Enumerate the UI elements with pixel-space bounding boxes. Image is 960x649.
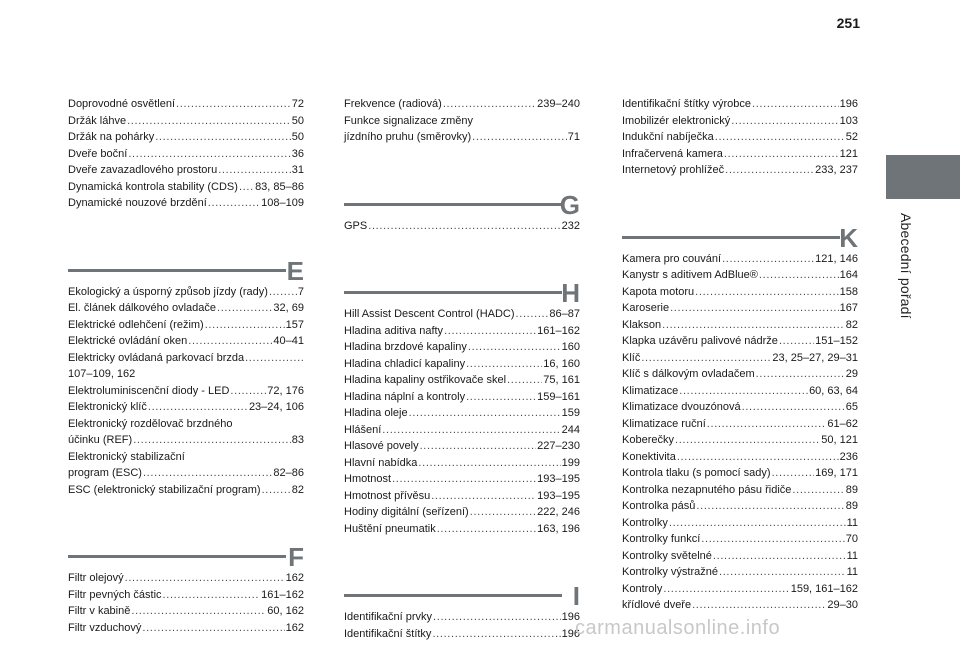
index-entry: [68, 162, 304, 179]
index-entry: [344, 96, 580, 113]
index-entry: [344, 218, 580, 235]
index-entry-pages: 40–41: [273, 335, 304, 347]
index-entry-pages: 82: [845, 318, 858, 331]
index-entry-pages: 50: [291, 114, 304, 127]
index-entry: [68, 284, 304, 301]
dot-leader: [188, 333, 272, 350]
index-entry-name: Držák láhve: [68, 114, 127, 127]
section-divider: [622, 236, 840, 239]
index-entry-name: Hladina aditiva nafty: [344, 324, 444, 337]
index-entry-pages: 82: [291, 483, 304, 496]
dot-leader: [779, 333, 814, 350]
index-entry: [344, 389, 580, 406]
dot-leader: [507, 372, 542, 389]
dot-leader: [155, 129, 291, 146]
index-entry-name: Kanystr s aditivem AdBlue®: [622, 269, 758, 281]
index-entry: [622, 432, 858, 449]
index-entry-pages: 158: [839, 285, 858, 298]
dot-leader: [127, 113, 291, 130]
index-entry: [344, 323, 580, 340]
index-entry: [622, 251, 858, 268]
index-entry-pages: 167: [839, 302, 858, 314]
dot-leader: [368, 218, 560, 235]
index-entry: [68, 113, 304, 130]
index-entry-pages: 50, 121: [821, 434, 858, 446]
dot-leader: [792, 482, 844, 499]
index-entry-pages: 199: [561, 456, 580, 469]
index-entry-pages: 23, 25–27, 29–31: [772, 351, 858, 364]
letter-section-header: [344, 164, 580, 220]
index-entry: [344, 626, 580, 643]
dot-leader: [262, 482, 291, 499]
section-tab-marker: [886, 155, 960, 199]
index-entry-pages: 11: [846, 516, 858, 529]
index-entry-name: Imobilizér elektronický: [622, 114, 731, 127]
index-entry-name: Kamera pro couvání: [622, 252, 722, 265]
index-entry-name: Elektricky ovládaná parkovací brzda: [68, 351, 245, 364]
index-entry: [344, 438, 580, 455]
dot-leader: [431, 488, 536, 505]
index-entry: [344, 372, 580, 389]
index-entry-pages: 244: [561, 423, 580, 436]
dot-leader: [675, 432, 820, 449]
index-entry-name: Dveře boční: [68, 147, 128, 160]
section-divider: [344, 594, 562, 597]
index-entry-pages: 72: [291, 98, 304, 110]
index-entry-name: Hladina kapaliny ostřikovače skel: [344, 374, 507, 386]
index-entry-name: Karoserie: [622, 302, 670, 314]
dot-leader: [662, 317, 845, 334]
index-entry: [622, 162, 858, 179]
index-entry: [622, 113, 858, 130]
index-entry-name: Klapka uzávěru palivové nádrže: [622, 335, 778, 347]
index-entry-name: Hill Assist Descent Control (HADC): [344, 308, 515, 320]
index-entry: [344, 521, 580, 538]
index-entry-name: Kontrola tlaku (s pomocí sady): [622, 467, 771, 479]
index-entry-line: Funkce signalizace změny: [344, 114, 474, 127]
dot-leader: [392, 471, 536, 488]
dot-leader: [443, 96, 536, 113]
index-entry-pages: 159, 161–162: [790, 582, 858, 595]
index-entry-pages: 11: [846, 566, 858, 578]
index-entry-name: GPS: [344, 219, 368, 232]
letter-section-header: [344, 252, 580, 308]
index-entry: [622, 284, 858, 301]
index-entry-pages: 159: [561, 407, 580, 419]
index-entry-name: Filtr v kabině: [68, 605, 131, 617]
index-entry-pages: 163, 196: [537, 522, 580, 535]
index-entry-pages: 72, 176: [267, 384, 304, 397]
index-entry-pages: 196: [839, 98, 858, 110]
index-entry-pages: 103: [839, 114, 858, 127]
index-entry-name: Filtr vzduchový: [68, 621, 142, 634]
index-entry-name: Držák na pohárky: [68, 131, 155, 143]
index-entry: [344, 339, 580, 356]
index-entry: [622, 300, 858, 317]
index-entry-pages: 83, 85–86: [255, 180, 304, 193]
watermark: carmanualsonline.info: [575, 617, 781, 639]
index-entry-pages: 60, 63, 64: [809, 384, 858, 397]
index-entry-pages: 193–195: [537, 489, 580, 502]
dot-leader: [663, 581, 789, 598]
index-entry: [68, 570, 304, 587]
index-entry-name: ESC (elektronický stabilizační program): [68, 483, 261, 496]
index-entry-name: Kapota motoru: [622, 285, 695, 298]
section-tab: [886, 155, 960, 535]
index-entry-pages: 108–109: [261, 197, 304, 209]
index-entry: [622, 416, 858, 433]
index-entry: [622, 267, 858, 284]
index-entry-name: Ekologický a úsporný způsob jízdy (rady): [68, 285, 268, 298]
dot-leader: [148, 399, 248, 416]
index-entry-name: Hladina oleje: [344, 407, 408, 419]
index-entry-pages: 16, 160: [543, 357, 580, 370]
index-entry-name: Elektroluminiscenční diody - LED: [68, 384, 230, 397]
index-entry-pages: 161–162: [537, 324, 580, 337]
dot-leader: [131, 603, 266, 620]
dot-leader: [695, 284, 838, 301]
index-entry-pages: 65: [845, 401, 858, 413]
index-entry-pages: 89: [845, 500, 858, 512]
index-entry-pages: 121, 146: [815, 252, 858, 265]
index-column-1: [68, 96, 304, 636]
dot-leader: [516, 306, 549, 323]
dot-leader: [217, 300, 272, 317]
index-entry-name: Hodiny digitální (seřízení): [344, 506, 469, 518]
dot-leader: [692, 597, 826, 614]
index-entry-name: Klimatizace ruční: [622, 417, 706, 430]
index-entry-pages: 227–230: [537, 440, 580, 452]
index-entry: [68, 620, 304, 637]
dot-leader: [128, 146, 290, 163]
index-column-3: [622, 96, 858, 614]
index-entry-name: Elektrické ovládání oken: [68, 335, 188, 347]
index-entry-pages: 236: [839, 450, 858, 463]
index-entry: [68, 603, 304, 620]
dot-leader: [722, 251, 814, 268]
index-entry: [344, 455, 580, 472]
index-entry-pages: 23–24, 106: [248, 401, 304, 413]
index-entry: [622, 548, 858, 565]
index-entry: [622, 96, 858, 113]
index-column-2: [344, 96, 580, 642]
dot-leader: [125, 570, 285, 587]
index-entry-pages: 162: [285, 572, 304, 584]
index-entry-pages: 7: [297, 285, 304, 298]
dot-leader: [713, 548, 846, 565]
dot-leader: [142, 620, 284, 637]
index-entry-name: Filtr olejový: [68, 572, 124, 584]
index-entry-pages: 161–162: [261, 588, 304, 601]
index-entry-pages: 193–195: [537, 473, 580, 485]
index-entry-name: Klimatizace dvouzónová: [622, 401, 741, 413]
index-entry: [344, 504, 580, 521]
index-entry: [344, 405, 580, 422]
dot-leader: [472, 129, 567, 146]
dot-leader: [701, 531, 844, 548]
index-entry-name: Hmotnost přívěsu: [344, 489, 431, 502]
dot-leader: [696, 498, 844, 515]
index-entry: [68, 300, 304, 317]
index-entry: [622, 129, 858, 146]
index-entry-name: Kontrolky: [622, 516, 668, 529]
index-entry-name: Kontrolky funkcí: [622, 533, 701, 545]
section-letter: G: [559, 189, 580, 220]
index-entry-name: Kontrolka pásů: [622, 500, 696, 512]
index-entry-name: Klimatizace: [622, 384, 679, 397]
dot-leader: [418, 455, 560, 472]
index-entry: [344, 422, 580, 439]
index-entry-pages: 86–87: [549, 308, 580, 320]
index-entry: [68, 383, 304, 400]
index-entry-pages: 169, 171: [815, 467, 858, 479]
index-entry: [622, 383, 858, 400]
dot-leader: [239, 179, 254, 196]
section-divider: [344, 203, 562, 206]
dot-leader: [433, 609, 561, 626]
dot-leader: [679, 383, 808, 400]
dot-leader: [725, 162, 814, 179]
index-entry: [344, 306, 580, 323]
letter-section-header: [622, 197, 858, 253]
index-entry: [68, 179, 304, 196]
dot-leader: [715, 129, 845, 146]
section-letter: F: [288, 542, 304, 572]
index-entry-pages: 233, 237: [815, 164, 858, 176]
dot-leader: [269, 284, 297, 301]
index-entry-name: jízdního pruhu (směrovky): [344, 131, 472, 143]
index-entry: [68, 96, 304, 113]
index-entry: [622, 564, 858, 581]
index-entry-name: Internetový prohlížeč: [622, 164, 725, 176]
index-entry-pages: 196: [561, 627, 580, 640]
dot-leader: [742, 399, 845, 416]
index-entry: [622, 482, 858, 499]
index-entry-pages: 196: [561, 611, 580, 623]
dot-leader: [230, 383, 266, 400]
index-entry-line: 107–109, 162: [68, 368, 136, 380]
index-entry-name: Huštění pneumatik: [344, 522, 436, 535]
index-entry-name: Dynamická kontrola stability (CDS): [68, 180, 238, 193]
dot-leader: [470, 504, 536, 521]
index-entry: [344, 471, 580, 488]
index-entry: [344, 609, 580, 626]
index-entry-line: Elektronický stabilizační: [68, 450, 185, 463]
section-letter: E: [286, 255, 304, 286]
dot-leader: [133, 432, 291, 449]
dot-leader: [677, 449, 839, 466]
index-entry: [622, 597, 858, 614]
index-entry-name: Identifikační prvky: [344, 611, 433, 623]
index-entry-name: Klíč s dálkovým ovladačem: [622, 368, 755, 380]
index-entry: [622, 333, 858, 350]
index-entry-name: Doprovodné osvětlení: [68, 98, 176, 110]
index-entry: [622, 146, 858, 163]
index-entry-name: Konektivita: [622, 450, 676, 463]
index-entry-name: Elektrické odlehčení (režim): [68, 318, 204, 331]
section-letter: H: [561, 278, 580, 308]
index-entry: [622, 531, 858, 548]
section-divider: [68, 269, 286, 272]
index-entry-name: Dynamické nouzové brzdění: [68, 197, 207, 209]
dot-leader: [205, 317, 285, 334]
dot-leader: [670, 300, 839, 317]
dot-leader: [466, 389, 536, 406]
index-entry-pages: 31: [291, 164, 304, 176]
index-entry-pages: 151–152: [815, 335, 858, 347]
dot-leader: [707, 416, 827, 433]
index-entry-pages: 239–240: [537, 98, 580, 110]
index-entry: [622, 498, 858, 515]
dot-leader: [409, 405, 561, 422]
index-entry-name: účinku (REF): [68, 434, 133, 446]
dot-leader: [245, 350, 303, 367]
index-entry-name: Klakson: [622, 318, 662, 331]
index-entry: [68, 399, 304, 416]
dot-leader: [756, 366, 845, 383]
index-entry: [68, 317, 304, 334]
index-entry-name: program (ESC): [68, 467, 142, 479]
dot-leader: [163, 587, 261, 604]
index-entry: [344, 356, 580, 373]
letter-section-header: [68, 516, 304, 572]
index-entry-name: El. článek dálkového ovladače: [68, 302, 216, 314]
index-entry-name: Hlasové povely: [344, 440, 419, 452]
index-entry: [68, 333, 304, 350]
index-entry: [68, 482, 304, 499]
index-entry: [622, 350, 858, 367]
index-entry: [68, 129, 304, 146]
section-letter: K: [839, 222, 858, 253]
index-entry-pages: 61–62: [827, 417, 858, 430]
dot-leader: [466, 356, 542, 373]
dot-leader: [641, 350, 771, 367]
index-entry-pages: 82–86: [273, 467, 304, 479]
index-entry-pages: 83: [291, 434, 304, 446]
index-entry-pages: 32, 69: [273, 302, 304, 314]
dot-leader: [731, 113, 838, 130]
index-entry-pages: 50: [291, 131, 304, 143]
section-letter: I: [572, 581, 580, 611]
index-entry-name: Dveře zavazadlového prostoru: [68, 164, 218, 176]
dot-leader: [382, 422, 560, 439]
index-entry: [622, 317, 858, 334]
index-entry-name: Indukční nabíječka: [622, 131, 714, 143]
index-entry-name: Elektronický klíč: [68, 401, 147, 413]
index-entry-pages: 52: [845, 131, 858, 143]
index-entry-name: Infračervená kamera: [622, 147, 723, 160]
index-entry: [68, 146, 304, 163]
index-entry-name: Hladina brzdové kapaliny: [344, 341, 467, 353]
index-entry-name: Identifikační štítky výrobce: [622, 98, 751, 110]
index-entry-line: Elektronický rozdělovač brzdného: [68, 417, 233, 430]
dot-leader: [669, 515, 846, 532]
index-entry-name: Filtr pevných částic: [68, 588, 162, 601]
dot-leader: [444, 323, 536, 340]
index-entry: [622, 515, 858, 532]
dot-leader: [468, 339, 561, 356]
index-entry: [68, 587, 304, 604]
index-entry-pages: 75, 161: [543, 374, 580, 386]
dot-leader: [176, 96, 291, 113]
dot-leader: [218, 162, 291, 179]
letter-section-header: [344, 555, 580, 611]
index-entry-name: Kontrolka nezapnutého pásu řidiče: [622, 483, 792, 496]
dot-leader: [420, 438, 537, 455]
dot-leader: [772, 465, 815, 482]
index-entry-pages: 159–161: [537, 390, 580, 403]
index-entry-name: křídlové dveře: [622, 599, 692, 611]
dot-leader: [432, 626, 560, 643]
index-entry-name: Frekvence (radiová): [344, 98, 442, 110]
section-divider: [68, 555, 286, 558]
index-entry-name: Hladina chladicí kapaliny: [344, 357, 466, 370]
index-entry: [622, 465, 858, 482]
index-entry-name: Kontroly: [622, 582, 663, 595]
section-tab-label: Abecední pořadí: [898, 213, 914, 319]
index-entry-pages: 89: [845, 483, 858, 496]
index-entry: [622, 581, 858, 598]
index-entry: [622, 366, 858, 383]
index-entry-pages: 70: [845, 533, 858, 545]
index-entry-pages: 222, 246: [537, 506, 580, 518]
index-entry: [68, 432, 304, 449]
index-entry-pages: 232: [561, 219, 580, 232]
index-entry: [68, 195, 304, 212]
index-entry: [622, 449, 858, 466]
index-entry-name: Hmotnost: [344, 473, 392, 485]
page-number: 251: [836, 15, 860, 31]
index-entry-pages: 157: [285, 318, 304, 331]
index-entry-name: Hlavní nabídka: [344, 456, 418, 469]
index-entry-name: Klíč: [622, 351, 641, 364]
dot-leader: [208, 195, 260, 212]
letter-section-header: [68, 230, 304, 286]
index-entry-pages: 71: [567, 131, 580, 143]
index-entry: [68, 350, 304, 367]
index-entry-name: Kontrolky světelné: [622, 549, 712, 562]
index-entry: [344, 129, 580, 146]
dot-leader: [759, 267, 839, 284]
index-entry: [68, 465, 304, 482]
dot-leader: [719, 564, 846, 581]
index-entry-name: Identifikační štítky: [344, 627, 432, 640]
index-entry-pages: 29–30: [827, 599, 858, 611]
index-entry-pages: 160: [561, 341, 580, 353]
index-entry-name: Hladina náplní a kontroly: [344, 390, 466, 403]
index-entry-pages: 36: [291, 147, 304, 160]
section-divider: [344, 291, 562, 294]
dot-leader: [724, 146, 839, 163]
index-entry: [344, 488, 580, 505]
index-entry-pages: 11: [846, 549, 858, 562]
index-entry-pages: 164: [839, 269, 858, 281]
index-entry-name: Kontrolky výstražné: [622, 566, 718, 578]
index-entry: [622, 399, 858, 416]
index-entry-name: Koberečky: [622, 434, 674, 446]
dot-leader: [143, 465, 272, 482]
index-entry-pages: 29: [845, 368, 858, 380]
index-entry-pages: 162: [285, 621, 304, 634]
index-entry-pages: 60, 162: [267, 605, 304, 617]
index-entry-pages: 121: [839, 147, 858, 160]
dot-leader: [437, 521, 536, 538]
dot-leader: [752, 96, 839, 113]
index-entry-name: Hlášení: [344, 423, 382, 436]
